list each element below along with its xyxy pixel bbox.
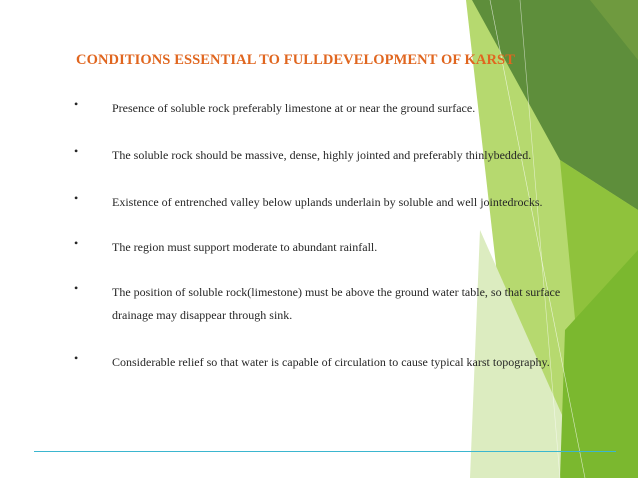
bullet-text: The region must support moderate to abundant rainfall.	[112, 240, 378, 254]
footer-divider	[34, 451, 616, 452]
bullet-marker: •	[74, 191, 79, 205]
slide-title: CONDITIONS ESSENTIAL TO FULLDEVELOPMENT OF KARST	[76, 52, 515, 68]
bullet-marker: •	[74, 97, 79, 111]
bullet-text: Existence of entrenched valley below uplands underlain by soluble and well jointedrocks.	[112, 195, 543, 209]
bullet-marker: •	[74, 236, 79, 250]
bullet-text: Considerable relief so that water is capable of circulation to cause typical karst topography.	[112, 355, 550, 369]
bullet-marker: •	[74, 144, 79, 158]
bullet-text: Presence of soluble rock preferably limestone at or near the ground surface.	[112, 101, 476, 115]
bullet-marker: •	[74, 351, 79, 365]
bullet-text: The soluble rock should be massive, dense, highly jointed and preferably thinlybedded.	[112, 148, 532, 162]
bullet-text: The position of soluble rock(limestone) must be above the ground water table, so that surface drainage may disappear through sink.	[112, 285, 561, 322]
bullet-marker: •	[74, 281, 79, 295]
